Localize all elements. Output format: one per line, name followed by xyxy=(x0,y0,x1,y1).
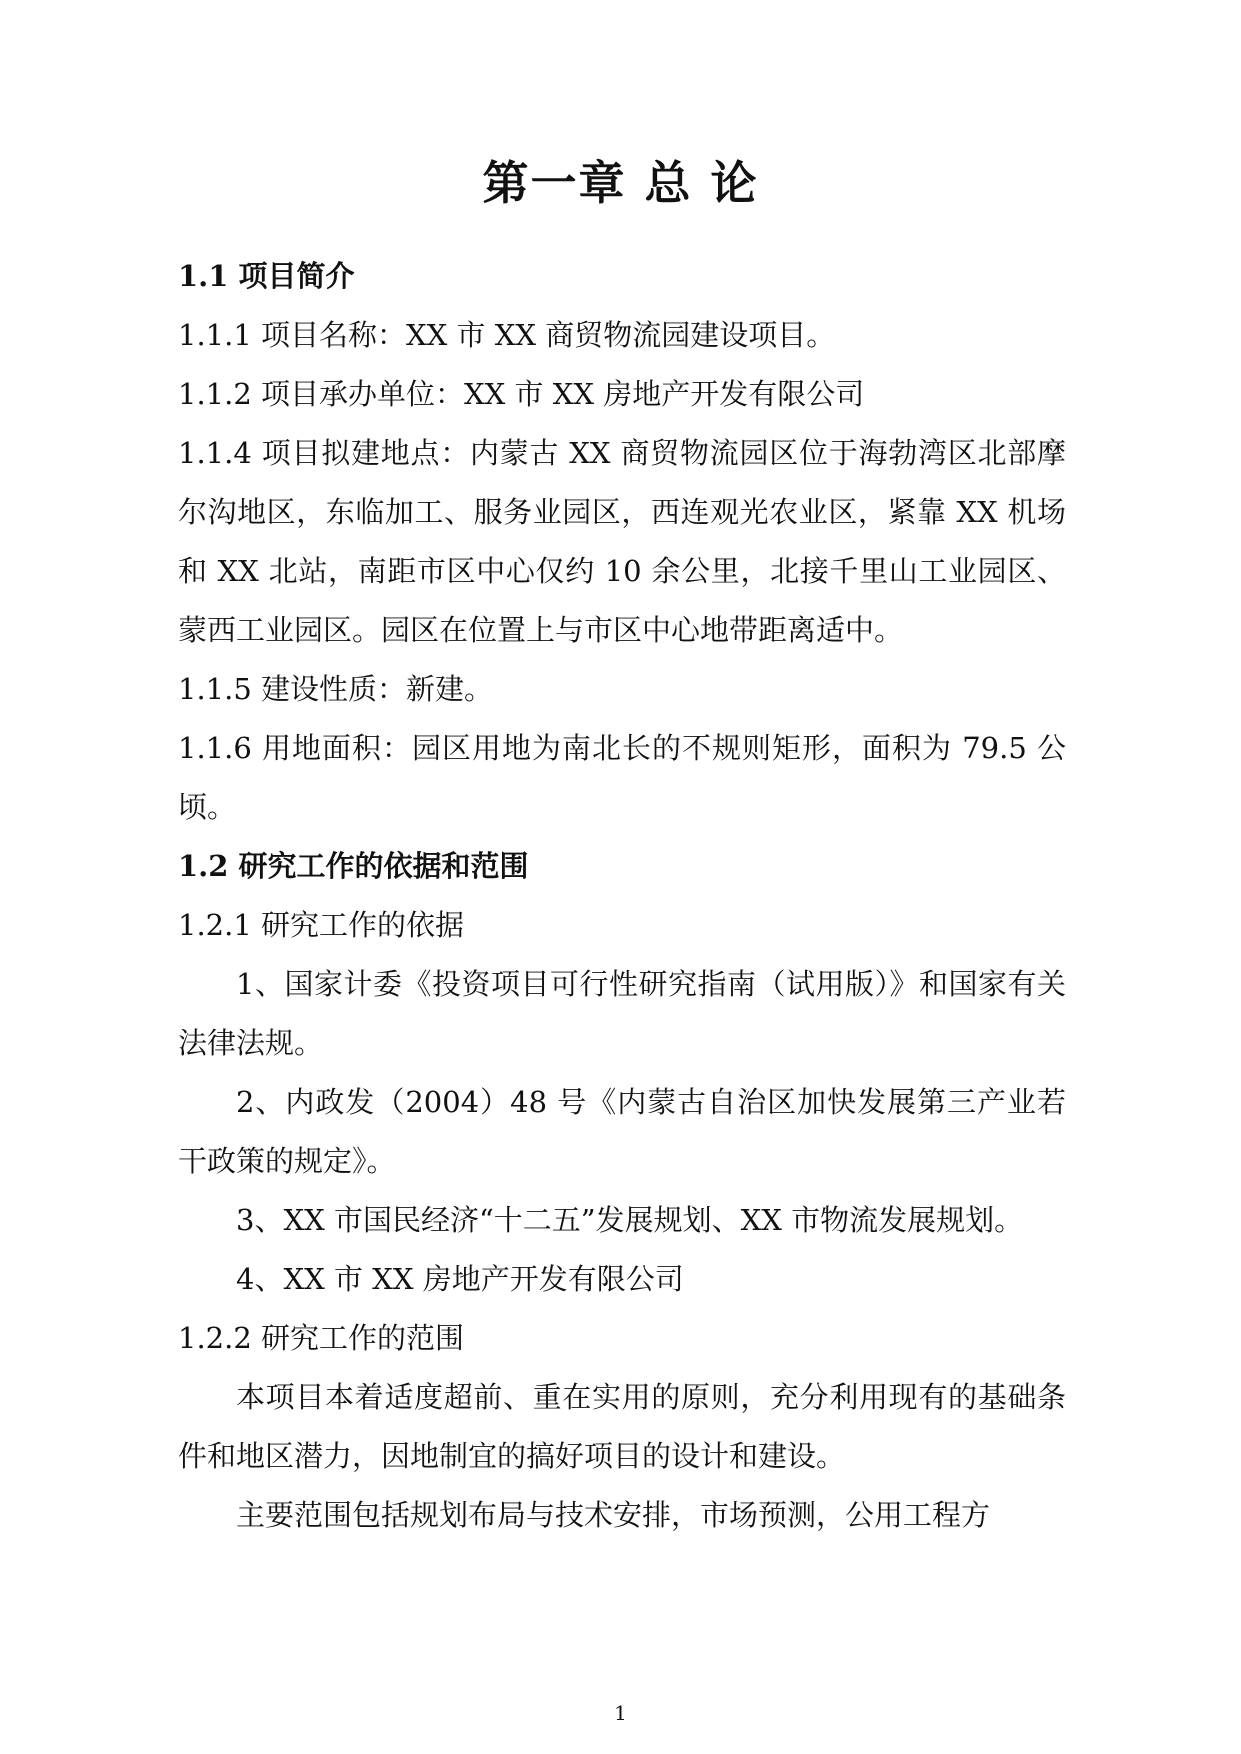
section-heading: 1.1 项目简介 xyxy=(178,259,355,293)
section-heading: 1.2 研究工作的依据和范围 xyxy=(178,849,529,883)
document-body xyxy=(178,247,1066,1545)
paragraph: 1.1.1 项目名称：XX 市 XX 商贸物流园建设项目。 xyxy=(178,318,836,352)
indented-paragraph: 本项目本着适度超前、重在实用的原则，充分利用现有的基础条件和地区潜力，因地制宜的搞好项目的设计和建设。 xyxy=(178,1380,1066,1473)
paragraph: 1.2.2 研究工作的范围 xyxy=(178,1321,465,1355)
chapter-title: 第一章 总 论 xyxy=(482,156,759,210)
page-number: 1 xyxy=(614,1701,627,1725)
indented-paragraph: 4、XX 市 XX 房地产开发有限公司 xyxy=(236,1262,684,1296)
paragraph: 1.1.5 建设性质：新建。 xyxy=(178,672,494,706)
paragraph: 1.1.4 项目拟建地点：内蒙古 XX 商贸物流园区位于海勃湾区北部摩尔沟地区，东临加工、服务业园区，西连观光农业区，紧靠 XX 机场和 XX 北站，南距市区中心仅约 10 余公里，北接千里山工业园区、蒙西工业园区。园区在位置上与市区中心地带距离适中。 xyxy=(178,436,1066,647)
paragraph: 1.1.2 项目承办单位：XX 市 XX 房地产开发有限公司 xyxy=(178,377,865,411)
paragraph: 1.2.1 研究工作的依据 xyxy=(178,908,465,942)
indented-paragraph: 2、内政发（2004）48 号《内蒙古自治区加快发展第三产业若干政策的规定》。 xyxy=(178,1085,1066,1178)
indented-paragraph: 主要范围包括规划布局与技术安排，市场预测，公用工程方 xyxy=(236,1498,991,1532)
indented-paragraph: 3、XX 市国民经济“十二五”发展规划、XX 市物流发展规划。 xyxy=(236,1203,1024,1237)
paragraph: 1.1.6 用地面积：园区用地为南北长的不规则矩形，面积为 79.5 公顷。 xyxy=(178,731,1066,824)
indented-paragraph: 1、国家计委《投资项目可行性研究指南（试用版）》和国家有关法律法规。 xyxy=(178,967,1066,1060)
